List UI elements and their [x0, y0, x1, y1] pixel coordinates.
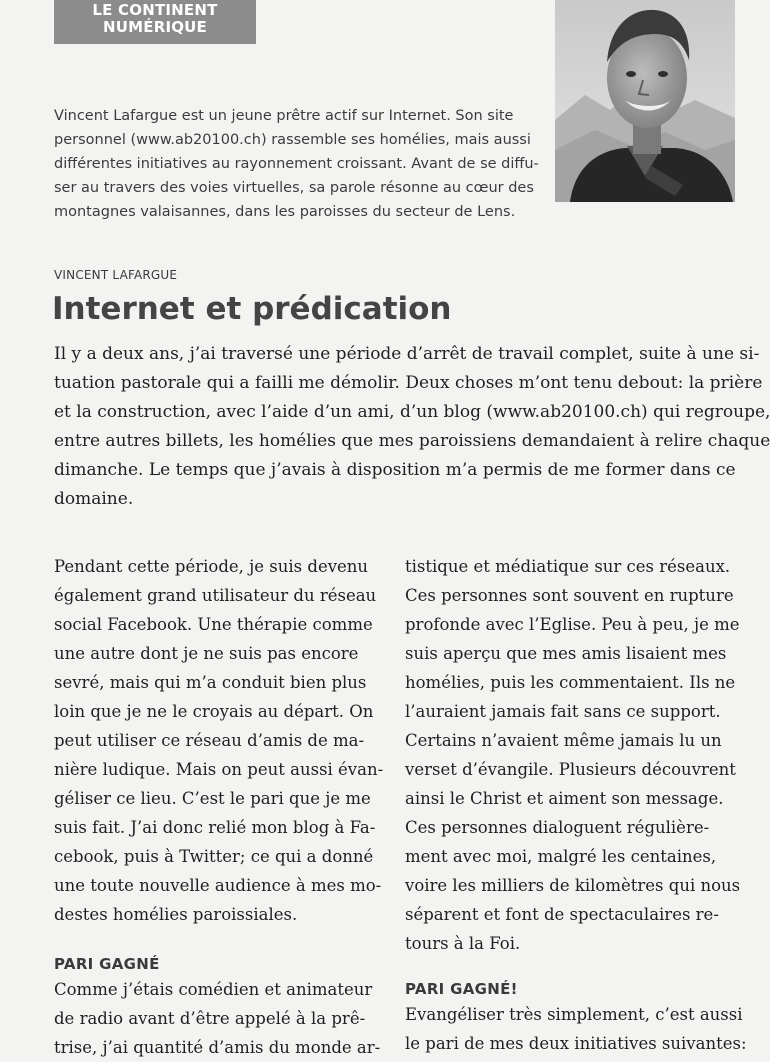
author-byline: VINCENT LAFARGUE: [54, 268, 178, 282]
body-line: loin que je ne le croyais au départ. On: [54, 702, 374, 721]
body-line: séparent et font de spectaculaires re-: [405, 905, 719, 924]
body-line: peut utiliser ce réseau d’amis de ma-: [54, 731, 365, 750]
body-line: homélies, puis les commentaient. Ils ne: [405, 673, 736, 692]
body-line: verset d’évangile. Plusieurs découvrent: [405, 760, 736, 779]
left-column: [54, 552, 384, 1062]
body-line: voire les milliers de kilomètres qui nous: [405, 876, 741, 895]
body-line: Evangéliser très simplement, c’est aussi: [405, 1005, 743, 1024]
subheading: PARI GAGNÉ: [54, 955, 160, 973]
body-line: l’auraient jamais fait sans ce support.: [405, 702, 721, 721]
intro-line: ser au travers des voies virtuelles, sa parole résonne au cœur des: [54, 180, 534, 196]
body-line: de radio avant d’être appelé à la prê-: [54, 1009, 366, 1028]
intro-line: personnel (www.ab20100.ch) rassemble ses homélies, mais aussi: [54, 132, 531, 148]
body-line: Ces personnes dialoguent régulière-: [405, 818, 710, 837]
body-line: une toute nouvelle audience à mes mo-: [54, 876, 382, 895]
section-tag-line1: LE CONTINENT: [92, 1, 218, 19]
body-line: cebook, puis à Twitter; ce qui a donné: [54, 847, 374, 866]
body-line: ainsi le Christ et aiment son message.: [405, 789, 724, 808]
body-line: destes homélies paroissiales.: [54, 905, 298, 924]
section-tag: [54, 0, 256, 44]
body-line: Certains n’avaient même jamais lu un: [405, 731, 722, 750]
right-column: [405, 552, 747, 1058]
body-line: nière ludique. Mais on peut aussi évan-: [54, 760, 384, 779]
lead-line: Il y a deux ans, j’ai traversé une période d’arrêt de travail complet, suite à une si-: [54, 344, 760, 364]
author-portrait: [555, 0, 735, 202]
lead-paragraph: [54, 340, 770, 514]
body-line: Comme j’étais comédien et animateur: [54, 980, 373, 999]
lead-line: domaine.: [54, 489, 134, 509]
spacer: [54, 929, 384, 953]
body-line: social Facebook. Une thérapie comme: [54, 615, 373, 634]
lead-line: entre autres billets, les homélies que mes paroissiens demandaient à relire chaque: [54, 431, 770, 451]
body-line: ment avec moi, malgré les centaines,: [405, 847, 717, 866]
body-line: Ces personnes sont souvent en rupture: [405, 586, 734, 605]
body-line: trise, j’ai quantité d’amis du monde ar-: [54, 1038, 381, 1057]
intro-line: Vincent Lafargue est un jeune prêtre actif sur Internet. Son site: [54, 108, 514, 124]
body-line: profonde avec l’Eglise. Peu à peu, je me: [405, 615, 740, 634]
body-line: également grand utilisateur du réseau: [54, 586, 377, 605]
intro-paragraph: [54, 104, 544, 224]
body-line: suis aperçu que mes amis lisaient mes: [405, 644, 727, 663]
lead-line: dimanche. Le temps que j’avais à disposition m’a permis de me former dans ce: [54, 460, 736, 480]
author-portrait-image: [555, 0, 735, 202]
intro-line: montagnes valaisannes, dans les paroisses du secteur de Lens.: [54, 204, 516, 220]
body-line: le pari de mes deux initiatives suivantes:: [405, 1034, 747, 1053]
body-line: sevré, mais qui m’a conduit bien plus: [54, 673, 367, 692]
intro-line: différentes initiatives au rayonnement croissant. Avant de se diffu-: [54, 156, 539, 172]
body-line: Pendant cette période, je suis devenu: [54, 557, 369, 576]
lead-line: tuation pastorale qui a failli me démolir. Deux choses m’ont tenu debout: la prière: [54, 373, 763, 393]
body-line: tours à la Foi.: [405, 934, 521, 953]
body-line: suis fait. J’ai donc relié mon blog à Fa-: [54, 818, 376, 837]
lead-line: et la construction, avec l’aide d’un ami, d’un blog (www.ab20100.ch) qui regroupe,: [54, 402, 770, 422]
body-line: une autre dont je ne suis pas encore: [54, 644, 359, 663]
subheading: PARI GAGNÉ!: [405, 980, 518, 998]
body-line: tistique et médiatique sur ces réseaux.: [405, 557, 731, 576]
body-line: géliser ce lieu. C’est le pari que je me: [54, 789, 371, 808]
article-title: Internet et prédication: [52, 291, 452, 327]
spacer: [405, 958, 735, 978]
section-tag-line2: NUMÉRIQUE: [102, 18, 208, 36]
